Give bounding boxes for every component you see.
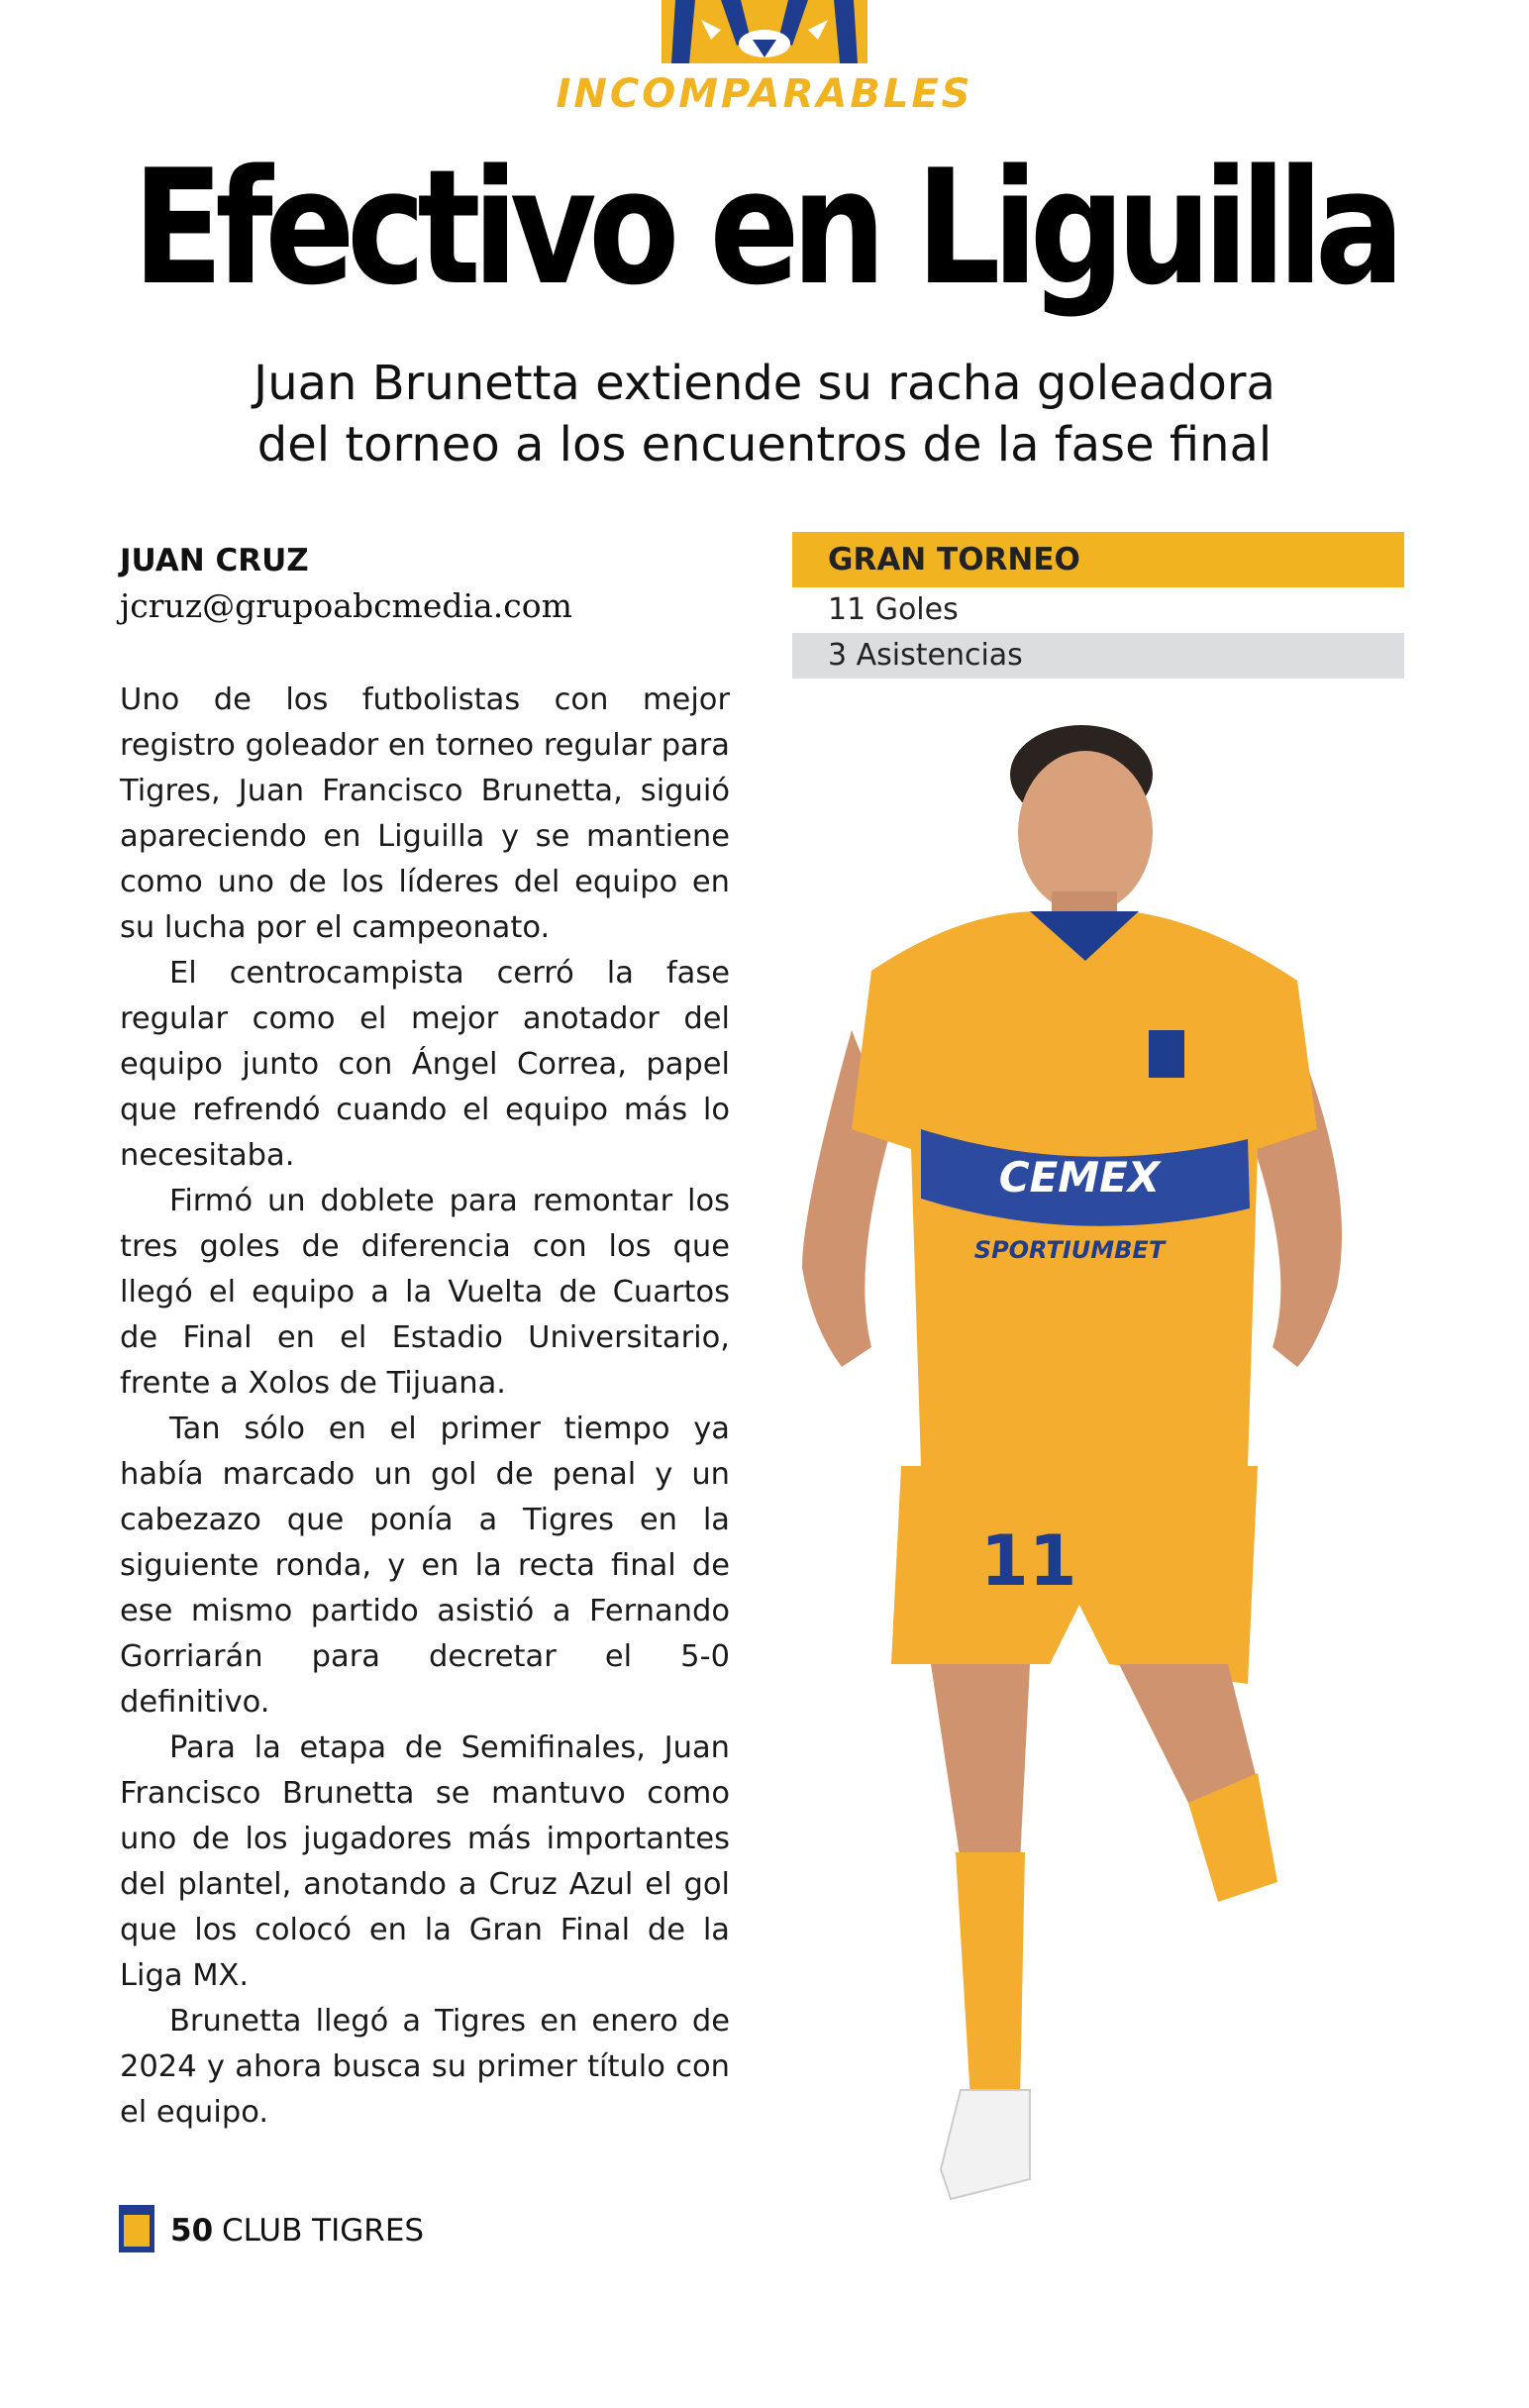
paragraph: Para la etapa de Semifinales, Juan Francisco Brunetta se mantuvo como uno de los jugadores más importantes del plantel, anotando a Cruz Azul el gol que los colocó en la Gran Final de la Liga MX.: [120, 1730, 730, 1993]
stats-box: [792, 532, 1404, 679]
subhead-line-2: del torneo a los encuentros de la fase final: [256, 417, 1273, 472]
tigres-logo: [662, 0, 867, 63]
stats-title: GRAN TORNEO: [792, 532, 1404, 587]
headline: Efectivo en Liguilla: [132, 135, 1397, 320]
author-name: JUAN CRUZ: [120, 543, 309, 578]
paragraph: Firmó un doblete para remontar los tres goles de diferencia con los que llegó el equipo a la Vuelta de Cuartos de Final en el Estadio Universitario, frente a Xolos de Tijuana.: [120, 1184, 730, 1401]
jersey-sponsor-2: SPORTIUMBET: [973, 1236, 1166, 1264]
paragraph: Tan sólo en el primer tiempo ya había marcado un gol de penal y un cabezazo que ponía a Tigres en la siguiente ronda, y en la recta final de ese mismo partido asistió a Fernando Gorriarán para decretar el 5-0 definitivo.: [120, 1412, 730, 1720]
section-label: INCOMPARABLES: [556, 71, 973, 117]
paragraph: Uno de los futbolistas con mejor registro goleador en torneo regular para Tigres, Juan Francisco Brunetta, siguió apareciendo en Liguilla y se mantiene como uno de los líderes del equipo en su lucha por el campeonato.: [120, 682, 730, 945]
tigres-badge-icon: [119, 2205, 154, 2252]
player-photo: [782, 713, 1376, 2219]
shorts-number: 11: [980, 1520, 1077, 1602]
publication-name: CLUB TIGRES: [222, 2213, 425, 2249]
subhead-line-1: Juan Brunetta extiende su racha goleadora: [254, 356, 1275, 411]
paragraph: El centrocampista cerró la fase regular como el mejor anotador del equipo junto con Ángel Correa, papel que refrendó cuando el equipo más lo necesitaba.: [120, 956, 730, 1173]
subheadline: [0, 353, 1529, 475]
article-body: [120, 678, 730, 2136]
page-number: 50: [170, 2213, 214, 2249]
author-email[interactable]: jcruz@grupoabcmedia.com: [120, 586, 572, 625]
stats-row-goals: 11 Goles: [828, 592, 959, 627]
stats-row-assists: 3 Asistencias: [792, 633, 1404, 679]
paragraph: Brunetta llegó a Tigres en enero de 2024 y ahora busca su primer título con el equipo.: [120, 2004, 730, 2130]
jersey-sponsor: CEMEX: [998, 1153, 1161, 1202]
